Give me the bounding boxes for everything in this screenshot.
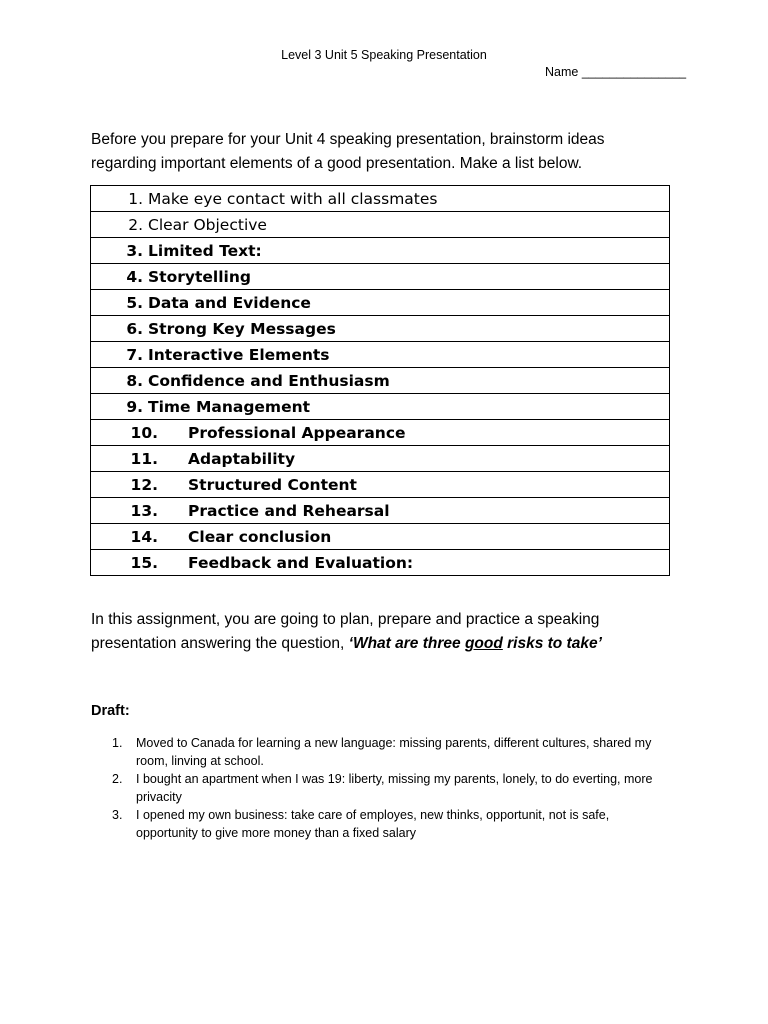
- list-row: [91, 212, 670, 238]
- draft-item-line: Moved to Canada for learning a new language: missing parents, different cultures, shared my: [136, 736, 652, 750]
- assignment-question: [349, 635, 602, 652]
- list-cell: [91, 212, 670, 238]
- list-row: [91, 550, 670, 576]
- list-row: [91, 264, 670, 290]
- list-row: [91, 472, 670, 498]
- assignment-line-prefix: presentation answering the question,: [91, 635, 349, 652]
- list-item-text: Feedback and Evaluation:: [188, 553, 414, 572]
- list-item-number: 1.: [128, 189, 143, 208]
- draft-item-line: privacity: [136, 790, 182, 804]
- list-item-text: Clear Objective: [148, 215, 267, 234]
- list-cell: [91, 446, 670, 472]
- draft-item: [112, 770, 672, 806]
- list-cell: [91, 394, 670, 420]
- draft-item-line: room, linving at school.: [136, 754, 264, 768]
- list-row: [91, 394, 670, 420]
- list-item-number: 3.: [126, 241, 143, 260]
- list-item-text: Strong Key Messages: [148, 319, 336, 338]
- draft-item-line: I bought an apartment when I was 19: liberty, missing my parents, lonely, to do everting, more: [136, 772, 653, 786]
- question-part: ‘What are three: [348, 635, 465, 652]
- list-item-number: 13.: [130, 501, 158, 520]
- question-underlined-word: good: [464, 635, 503, 652]
- list-cell: [91, 498, 670, 524]
- list-row: [91, 420, 670, 446]
- draft-item-number: 2.: [112, 772, 123, 786]
- list-item-number: 9.: [126, 397, 143, 416]
- draft-item-line: I opened my own business: take care of employes, new thinks, opportunit, not is safe,: [136, 808, 610, 822]
- list-item-number: 2.: [128, 215, 143, 234]
- name-field-line: Name _______________: [545, 65, 687, 79]
- list-item-number: 8.: [126, 371, 143, 390]
- list-cell: [91, 186, 670, 212]
- list-item-text: Practice and Rehearsal: [188, 501, 390, 520]
- list-cell: [91, 264, 670, 290]
- assignment-line: [91, 632, 691, 656]
- list-item-text: Data and Evidence: [148, 293, 311, 312]
- list-item-text: Confidence and Enthusiasm: [148, 371, 390, 390]
- intro-line: Before you prepare for your Unit 4 speaking presentation, brainstorm ideas: [91, 131, 605, 148]
- list-item-text: Interactive Elements: [148, 345, 330, 364]
- list-item-text: Structured Content: [188, 475, 357, 494]
- list-row: [91, 186, 670, 212]
- list-item-number: 5.: [126, 293, 143, 312]
- list-item-number: 15.: [130, 553, 158, 572]
- question-part: risks to take’: [502, 635, 602, 652]
- assignment-line: In this assignment, you are going to plan, prepare and practice a speaking: [91, 611, 600, 628]
- intro-line: regarding important elements of a good presentation. Make a list below.: [91, 155, 583, 172]
- draft-item: [112, 734, 672, 770]
- list-item-text: Adaptability: [188, 449, 296, 468]
- list-item-text: Storytelling: [148, 267, 251, 286]
- list-cell: [91, 342, 670, 368]
- list-item-number: 14.: [130, 527, 158, 546]
- draft-list: [112, 734, 672, 842]
- list-item-text: Professional Appearance: [188, 423, 406, 442]
- draft-item: [112, 806, 672, 842]
- list-item-number: 7.: [126, 345, 143, 364]
- draft-item-number: 1.: [112, 736, 123, 750]
- list-cell: [91, 550, 670, 576]
- draft-item-number: 3.: [112, 808, 123, 822]
- list-cell: [91, 472, 670, 498]
- list-item-text: Make eye contact with all classmates: [148, 189, 438, 208]
- list-cell: [91, 420, 670, 446]
- presentation-elements-body: [91, 186, 670, 576]
- list-item-number: 11.: [130, 449, 158, 468]
- list-row: [91, 446, 670, 472]
- list-row: [91, 368, 670, 394]
- presentation-elements-table: [90, 185, 670, 576]
- page-title: Level 3 Unit 5 Speaking Presentation: [281, 48, 487, 62]
- intro-paragraph: [91, 128, 691, 176]
- list-row: [91, 290, 670, 316]
- list-item-number: 10.: [130, 423, 158, 442]
- list-item-number: 4.: [126, 267, 143, 286]
- list-cell: [91, 368, 670, 394]
- list-cell: [91, 524, 670, 550]
- list-row: [91, 498, 670, 524]
- list-cell: [91, 316, 670, 342]
- list-item-number: 12.: [130, 475, 158, 494]
- list-row: [91, 342, 670, 368]
- list-cell: [91, 290, 670, 316]
- list-cell: [91, 238, 670, 264]
- list-row: [91, 238, 670, 264]
- list-item-text: Limited Text:: [148, 241, 262, 260]
- list-row: [91, 316, 670, 342]
- list-item-number: 6.: [126, 319, 143, 338]
- list-item-text: Clear conclusion: [188, 527, 332, 546]
- list-row: [91, 524, 670, 550]
- draft-item-line: opportunity to give more money than a fixed salary: [136, 826, 417, 840]
- assignment-paragraph: [91, 608, 691, 656]
- list-item-text: Time Management: [148, 397, 311, 416]
- draft-heading: Draft:: [91, 703, 130, 719]
